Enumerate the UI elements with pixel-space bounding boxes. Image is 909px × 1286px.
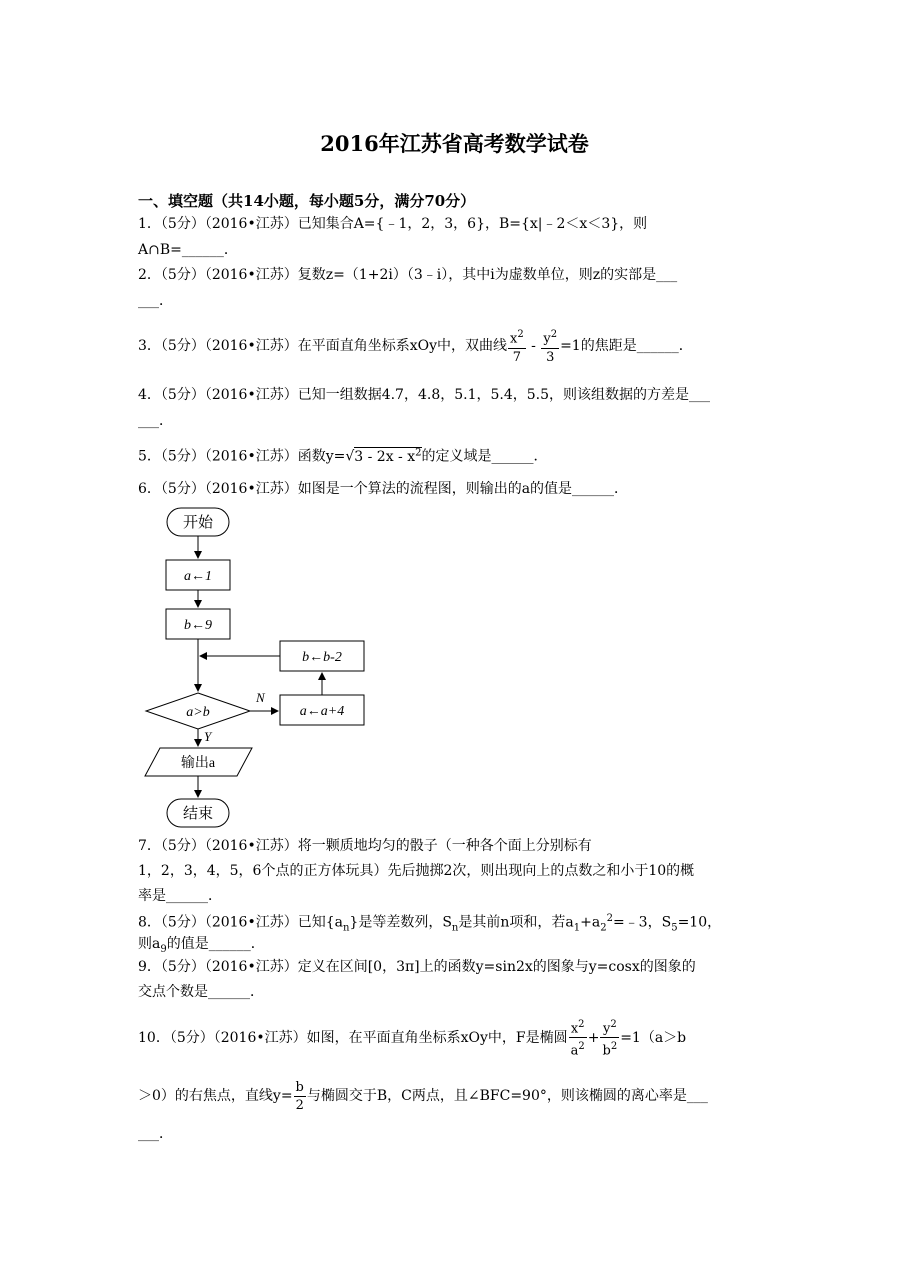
- question-2-line-2: ___．: [138, 293, 173, 309]
- question-4-line-1: 4．（5分）（2016•江苏）已知一组数据4.7，4.8，5.1，5.4，5.5，则该组数据的方差是___: [138, 387, 711, 403]
- decision-label: a>b: [186, 705, 210, 720]
- yes-label: Y: [204, 729, 212, 744]
- question-2-line-1: 2．（5分）（2016•江苏）复数z=（1+2i）（3﹣i），其中i为虚数单位，则z的实部是___: [138, 267, 678, 283]
- no-label: N: [256, 690, 265, 705]
- fraction-y2-3: $\frac{y^2}{3}$: [541, 326, 559, 365]
- fraction-y2-b2: $\frac{y^2}{b^2}$: [600, 1016, 619, 1060]
- start-label: 开始: [182, 515, 214, 531]
- question-4-line-2: ___．: [138, 413, 173, 429]
- assign-a-label: a←1: [184, 569, 212, 584]
- decrement-b-label: b←b-2: [302, 650, 342, 665]
- question-1-line-2: A∩B=______．: [138, 242, 238, 258]
- question-3-post: =1的焦距是______．: [560, 338, 693, 354]
- fraction-x2-7: $\frac{x^2}{7}$: [508, 326, 526, 365]
- question-7-line-1: 7．（5分）（2016•江苏）将一颗质地均匀的骰子（一种各个面上分别标有: [138, 838, 592, 854]
- question-9-line-2: 交点个数是______．: [138, 984, 264, 1000]
- question-10-line-3: ___．: [138, 1126, 173, 1142]
- question-7-line-2: 1，2，3，4，5，6个点的正方体玩具）先后抛掷2次，则出现向上的点数之和小于10的概: [138, 863, 695, 879]
- question-7-line-3: 率是______．: [138, 888, 222, 904]
- question-9-line-1: 9．（5分）（2016•江苏）定义在区间[0，3π]上的函数y=sin2x的图象与y=cosx的图象的: [138, 959, 696, 975]
- algorithm-flowchart: [140, 505, 380, 830]
- sqrt-sign: √: [345, 448, 355, 465]
- question-5: 5．（5分）（2016•江苏）函数$y=√3 - 2x - x^2$的定义域是______．: [138, 447, 548, 465]
- question-8-line-1: 8．（5分）（2016•江苏）已知$\{a_n\}$是等差数列，$S_n$是其前n项和，若$a_1+a_2^2=﹣3$，$S_5=10$，: [138, 913, 722, 934]
- output-label: 输出a: [180, 756, 216, 771]
- question-1-line-1: 1．（5分）（2016•江苏）已知集合A={﹣1，2，3，6}，B={x|﹣2＜x＜3}，则: [138, 216, 648, 232]
- question-8-line-2: 则$a_9$的值是______．: [138, 936, 265, 955]
- fraction-x2-a2: $\frac{x^2}{a^2}$: [569, 1016, 587, 1060]
- question-3: 3．（5分）（2016•江苏）在平面直角坐标系xOy中，双曲线 $\frac{x^2}{7}$ - $\frac{y^2}{3}$ =1的焦距是______．: [138, 326, 693, 366]
- radicand: $3 - 2x - x^2$: [354, 447, 422, 465]
- assign-b-label: b←9: [184, 618, 212, 633]
- fraction-b-2: $\frac{b}{2}$: [295, 1079, 304, 1113]
- question-10-line-2: ＞0）的右焦点，直线y= $\frac{b}{2}$ 与椭圆交于B，C两点，且∠BFC=90°，则该椭圆的离心率是___: [138, 1079, 708, 1113]
- page-title: 2016年江苏省高考数学试卷: [320, 131, 589, 156]
- section-heading: 一、填空题（共14小题，每小题5分，满分70分）: [138, 192, 476, 210]
- question-3-pre: 3．（5分）（2016•江苏）在平面直角坐标系xOy中，双曲线: [138, 338, 507, 354]
- question-6: 6．（5分）（2016•江苏）如图是一个算法的流程图，则输出的a的值是______．: [138, 481, 629, 497]
- question-10-line-1: 10．（5分）（2016•江苏）如图，在平面直角坐标系xOy中，F是椭圆 $\frac{x^2}{a^2}$ + $\frac{y^2}{b^2}$ =1（a＞b: [138, 1016, 686, 1060]
- increment-a-label: a←a+4: [299, 704, 345, 719]
- end-label: 结束: [182, 806, 214, 822]
